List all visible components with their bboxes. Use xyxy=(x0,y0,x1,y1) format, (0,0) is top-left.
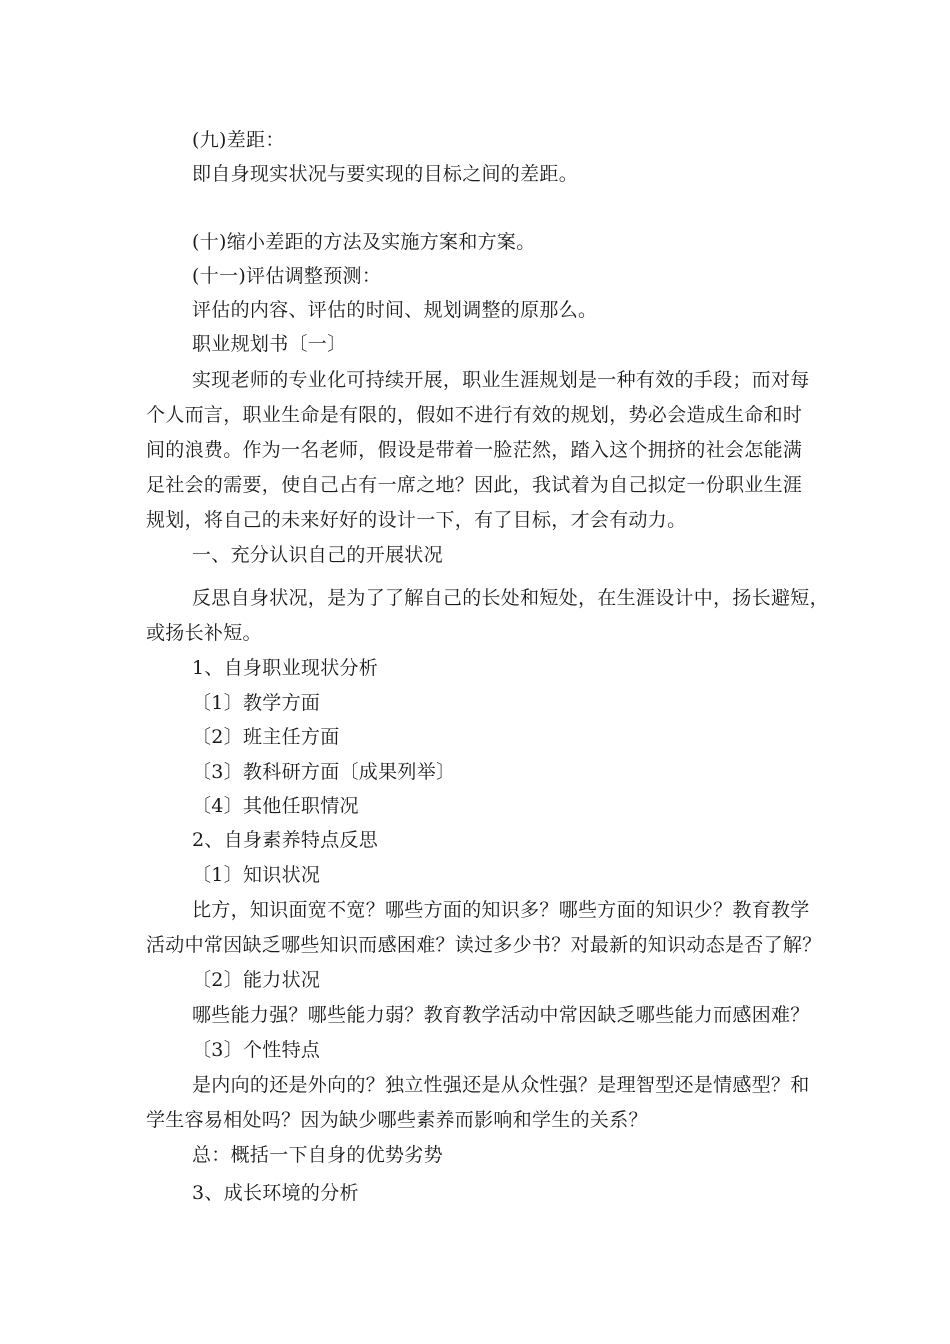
text-line: 间的浪费。作为一名老师，假设是带着一脸茫然，踏入这个拥挤的社会怎能满 xyxy=(146,439,803,461)
text-line: 实现老师的专业化可持续开展，职业生涯规划是一种有效的手段；而对每 xyxy=(192,369,810,391)
list-item: 〔2〕班主任方面 xyxy=(192,726,340,748)
heading: 2、自身素养特点反思 xyxy=(192,829,379,851)
text-line: 即自身现实状况与要实现的目标之间的差距。 xyxy=(192,163,579,185)
list-item: 〔2〕能力状况 xyxy=(192,969,321,991)
heading: 一、充分认识自己的开展状况 xyxy=(192,544,443,566)
text-line: (十一)评估调整预测： xyxy=(192,265,382,287)
list-item: 〔4〕其他任职情况 xyxy=(192,795,359,817)
text-line: 哪些能力强？哪些能力弱？教育教学活动中常因缺乏哪些能力而感困难？ xyxy=(192,1004,810,1026)
heading: 1、自身职业现状分析 xyxy=(192,657,379,679)
heading: 3、成长环境的分析 xyxy=(192,1182,359,1204)
text-line: (九)差距： xyxy=(192,129,285,151)
text-line: 规划，将自己的未来好好的设计一下，有了目标，才会有动力。 xyxy=(146,509,687,531)
text-line: 活动中常因缺乏哪些知识而感困难？读过多少书？对最新的知识动态是否了解？ xyxy=(146,934,822,956)
text-line: 学生容易相处吗？因为缺少哪些素养而影响和学生的关系？ xyxy=(146,1109,648,1131)
text-line: (十)缩小差距的方法及实施方案和方案。 xyxy=(192,231,536,253)
text-line: 反思自身状况，是为了了解自己的长处和短处，在生涯设计中，扬长避短， xyxy=(192,587,829,609)
text-line: 是内向的还是外向的？独立性强还是从众性强？是理智型还是情感型？和 xyxy=(192,1074,810,1096)
list-item: 〔3〕教科研方面〔成果列举〕 xyxy=(192,761,456,783)
section-title: 职业规划书〔一〕 xyxy=(192,333,347,355)
text-line: 总：概括一下自身的优势劣势 xyxy=(192,1144,443,1166)
text-line: 个人而言，职业生命是有限的，假如不进行有效的规划，势必会造成生命和时 xyxy=(146,404,803,426)
text-line: 足社会的需要，使自己占有一席之地？因此，我试着为自己拟定一份职业生涯 xyxy=(146,474,803,496)
text-line: 评估的内容、评估的时间、规划调整的原那么。 xyxy=(192,299,598,321)
text-line: 比方，知识面宽不宽？哪些方面的知识多？哪些方面的知识少？教育教学 xyxy=(192,899,810,921)
text-line: 或扬长补短。 xyxy=(146,622,262,644)
list-item: 〔1〕知识状况 xyxy=(192,864,321,886)
list-item: 〔1〕教学方面 xyxy=(192,692,321,714)
list-item: 〔3〕个性特点 xyxy=(192,1039,321,1061)
